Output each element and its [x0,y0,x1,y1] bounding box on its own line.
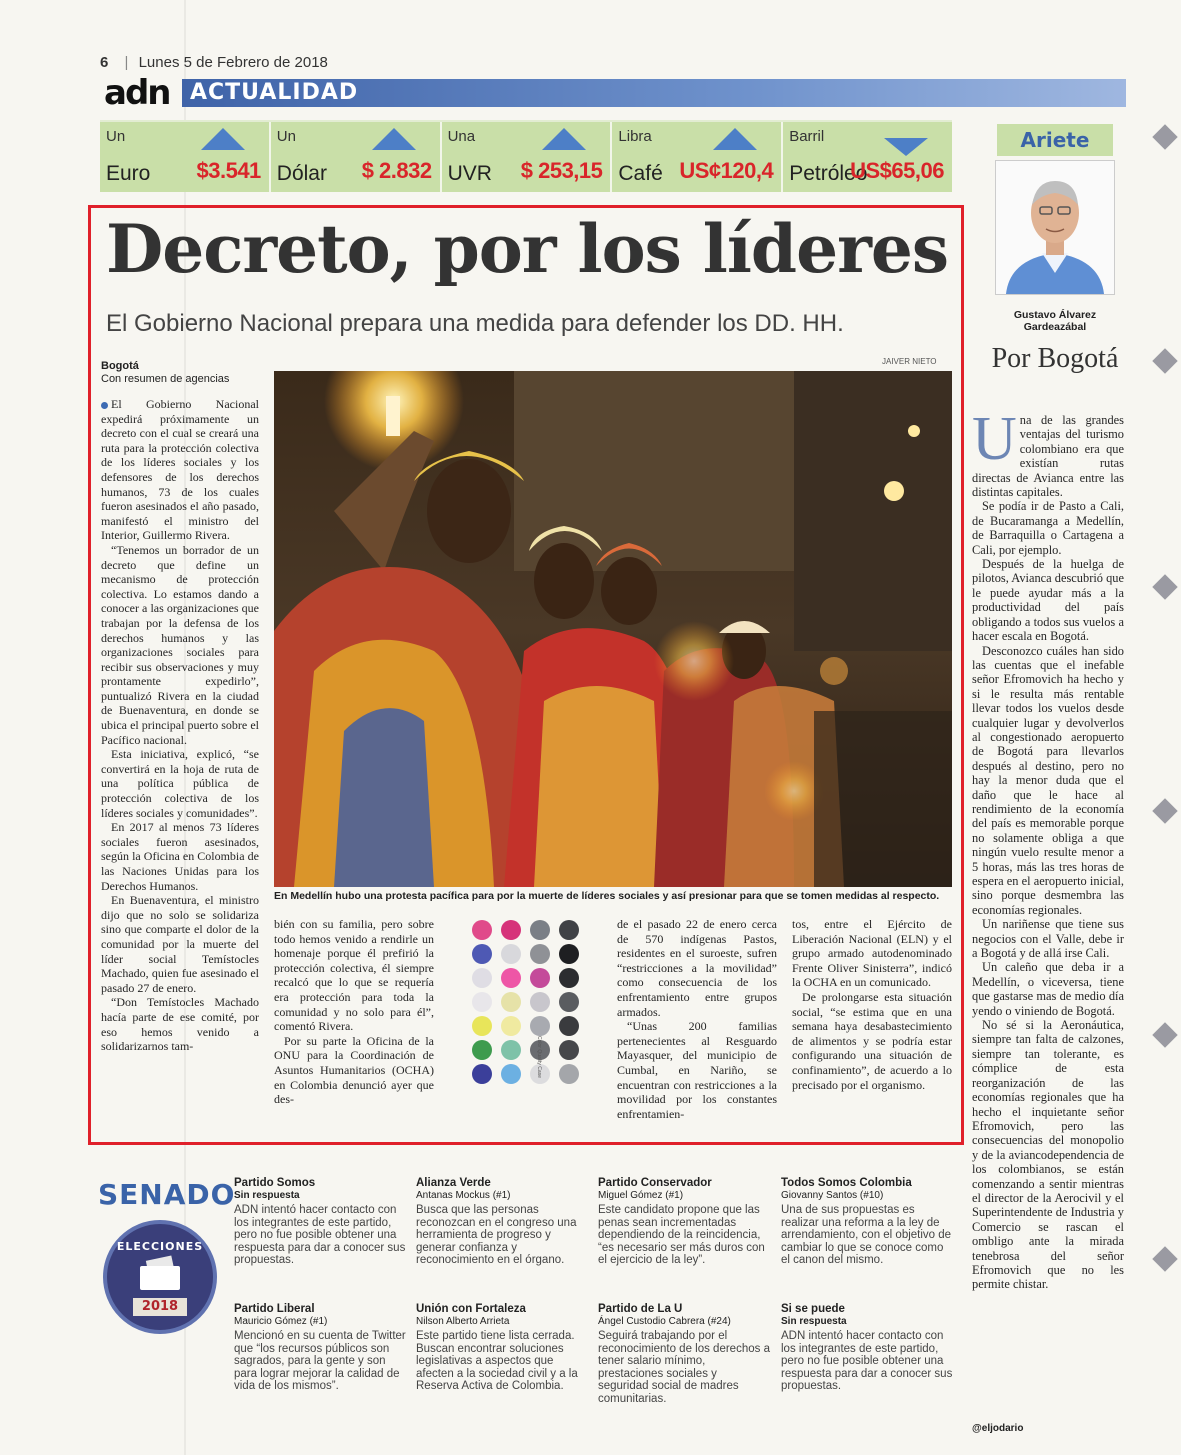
party-candidate: Ángel Custodio Cabrera (#24) [598,1316,731,1327]
calibration-dot [472,1040,492,1060]
section-tab: ACTUALIDAD [182,79,1126,107]
ticker-value: US$65,06 [850,158,944,183]
party-text: ADN intentó hacer contacto con los integrantes de este partido, pero no fue posible obtener una respuesta para dar a conocer sus propuestas. [781,1330,953,1393]
column-title: Por Bogotá [991,343,1119,374]
ballot-box-icon [140,1266,180,1290]
calibration-dots [470,918,582,1086]
elections-badge [103,1220,217,1334]
party-candidate: Antanas Mockus (#1) [416,1190,511,1201]
calibration-dot [559,920,579,940]
calibration-dot [559,944,579,964]
binding-mark-icon [1152,574,1177,599]
calibration-dot [472,968,492,988]
party-name: Partido Liberal [234,1303,315,1315]
ticker-label-bottom: Petróleo [789,162,868,185]
adn-logo: adn [104,73,170,113]
article-paragraph [101,397,259,543]
party-candidate: Sin respuesta [234,1190,300,1201]
party-text: ADN intentó hacer contacto con los integrantes de este partido, pero no fue posible obtener una respuesta para dar a conocer sus propuestas. [234,1204,406,1267]
trend-up-icon [542,128,586,150]
ticker-cafe [612,122,783,192]
column-paragraph: Un caleño que deba ir a Medellín, o viceversa, tiene que gastarse mas de medio día yendo o viniendo de Bogotá. [972,960,1124,1018]
binding-mark-icon [1152,124,1177,149]
calibration-dot [559,1040,579,1060]
trend-up-icon [201,128,245,150]
column-paragraph: Se podía ir de Pasto a Cali, de Bucaramanga a Medellín, de Barraquilla o Cartagena a Cali, por ejemplo. [972,499,1124,557]
ticker-uvr [442,122,613,192]
column-paragraph [972,413,1124,499]
article-column-1 [101,397,259,1131]
binding-mark-icon [1152,1022,1177,1047]
protest-photo-illustration [274,371,952,887]
ticker-value: $3.541 [196,158,261,183]
paragraph-text: El Gobierno Nacional expedirá próximamente un decreto con el cual se creará una ruta para la protección colectiva de los líderes sociales y los defensores de los derechos humanos, 73 de los cuales fueron asesinados el año pasado, manifestó el ministro del Interior, Guillermo Rivera. [101,397,259,543]
byline-source: Con resumen de agencias [101,373,230,385]
page-header: 6 | Lunes 5 de Febrero de 2018 [100,54,328,71]
party-block [781,1303,953,1393]
trend-up-icon [372,128,416,150]
byline [101,360,229,386]
article-paragraph: bién con su familia, pero sobre todo hemos venido a rendirle un homenaje porque él prefirió la protección colectiva, él siempre recalcó que lo que se requería era protección para toda la comunidad y no solo para él”, comentó Rivera. [274,917,434,1034]
article-column-4 [792,917,952,1131]
ticker-label-top: Barril [789,128,825,145]
ticker-petroleo [783,122,952,192]
trend-down-icon [884,138,928,156]
ticker-label-bottom: Euro [106,162,151,185]
party-block [234,1177,406,1267]
binding-mark-icon [1152,798,1177,823]
calibration-dot [501,1040,521,1060]
ticker-label-bottom: Café [618,162,663,185]
calibration-dot [559,968,579,988]
page-number: 6 [100,54,109,71]
calibration-dot [472,1016,492,1036]
party-name: Partido Conservador [598,1177,712,1189]
brand-bar [104,73,1126,113]
bullet-icon [101,402,108,409]
color-calibration-strip [470,918,582,1086]
article-paragraph: de el pasado 22 de enero cerca de 570 indígenas Pastos, residentes en el suroeste, sufren “restricciones a la movilidad” como consecuencia de los enfrentamiento entre grupos armados. [617,917,777,1019]
binding-mark-icon [1152,348,1177,373]
party-candidate: Miguel Gómez (#1) [598,1190,684,1201]
party-candidate: Sin respuesta [781,1316,847,1327]
party-candidate: Mauricio Gómez (#1) [234,1316,328,1327]
calibration-dot [530,968,550,988]
party-candidate: Nilson Alberto Arrieta [416,1316,510,1327]
ticker-value: $ 253,15 [520,158,603,183]
party-name: Alianza Verde [416,1177,491,1189]
market-ticker [100,120,952,192]
article-paragraph: De prolongarse esta situación social, “se estima que en una semana haya desabastecimiento de alimentos y se podría estar configurando una situación de confinamiento”, de acuerdo a lo precisado por el organismo. [792,989,952,1092]
party-name: Unión con Fortaleza [416,1303,526,1315]
opinion-column-body [972,413,1124,1421]
article-paragraph: “Don Temístocles Machado hacía parte de ese comité, por eso hemos venido a solidarizarnos tam- [101,995,259,1054]
dropcap: U [972,413,1017,473]
paragraph-text: na de las grandes ventajas del turismo colombiano era que existían rutas directas de Avianca entre las distintas capitales. [972,413,1124,500]
calibration-dot [472,944,492,964]
party-name: Partido de La U [598,1303,683,1315]
column-paragraph: Desconozco cuáles han sido las cuentas que el inefable señor Efromovich ha hecho y si le resulta más rentable llevar todos los vuelos desde cualquier lugar y devolverlos al congestionado aeropuerto de Bogotá para llevarlos después al destino, pero no hay la menor duda que el daño que le hace al rendimiento de la economía del país es memorable porque no solamente obliga a que ningún vuelo resulte menor a 5 horas, más las tres horas de espera en el aeropuerto inicial, sino porque desmembra las economías regionales. [972,643,1124,917]
badge-label: ELECCIONES [116,1240,204,1253]
party-text: Una de sus propuestas es realizar una reforma a la ley de arrendamiento, con el objetivo de cambiar lo que se conoce como el canon del mismo. [781,1204,952,1267]
senado-title: SENADO [98,1178,236,1211]
ticker-dolar [271,122,442,192]
article-paragraph: “Unas 200 familias pertenecientes al Resguardo Mayasquer, del municipio de Cumbal, en Nariño, se encuentran con restricciones a la movilidad por los constantes enfrentamien- [617,1019,777,1121]
calibration-dot [559,1016,579,1036]
party-text: Este partido tiene lista cerrada. Buscan encontrar soluciones legislativas a aspectos que afecten a la sociedad civil y a la Reserva Activa de Colombia. [416,1330,578,1393]
author-handle: @eljodario [972,1423,1024,1434]
author-portrait [996,161,1114,294]
party-block [598,1303,770,1406]
article-paragraph: “Tenemos un borrador de un decreto que define un mecanismo de protección colectiva. Lo estamos dando a conocer a las organizaciones que trabajan por la defensa de los derechos humanos y las organizaciones sociales para recibir sus observaciones y muy prontamente expedirlo”, puntualizó Rivera en la ciudad de Buenaventura, en donde se ubica el principal puerto sobre el Pacífico nacional. [101,542,259,747]
ticker-label-top: Un [106,128,126,145]
photo-caption: En Medellín hubo una protesta pacífica para por la muerte de líderes sociales y así presionar para que se tomen medidas al respecto. [274,890,940,902]
ticker-value: US¢120,4 [679,158,774,183]
badge-year: 2018 [133,1298,187,1316]
party-block [234,1303,406,1393]
party-block [416,1177,588,1267]
ticker-label-top: Un [276,128,296,145]
party-block [598,1177,770,1267]
party-text: Este candidato propone que las penas sean incrementadas dependiendo de la reincidencia, “es necesario ser más duros con el ejercicio de la ley”. [598,1204,765,1267]
author-photo [995,160,1115,295]
story-headline: Decreto, por los líderes [106,210,948,288]
article-paragraph: tos, entre el Ejército de Liberación Nacional (ELN) y el grupo armado autodenominado Frente Oliver Sinisterra”, indicó la OCHA en un comunicado. [792,917,952,990]
ticker-label-top: Libra [618,128,652,145]
calibration-dot [501,944,521,964]
column-tag: Ariete [997,124,1113,156]
article-paragraph: Esta iniciativa, explicó, “se convertirá en la hoja de ruta de una política pública de protección colectiva de los líderes sociales y comunidades”. [101,747,259,820]
party-name: Si se puede [781,1303,845,1315]
column-paragraph: Después de la huelga de pilotos, Avianca descubrió que le puede ayudar más a la productividad del país obligando a todos sus vuelos a hacer escala en Bogotá. [972,557,1124,644]
ticker-label-top: Una [447,128,476,145]
calibration-dot [501,1064,521,1084]
calibration-dot [530,920,550,940]
calibration-label: Color Quality Case [536,1036,542,1078]
party-text: Mencionó en su cuenta de Twitter que “los recursos públicos son sagrados, para la gente y son para lograr mejorar la calidad de vida de los mismos”. [234,1330,406,1393]
calibration-dot [501,1016,521,1036]
calibration-dot [472,1064,492,1084]
party-name: Partido Somos [234,1177,316,1189]
story-subhead: El Gobierno Nacional prepara una medida para defender los DD. HH. [106,310,844,337]
article-paragraph: En 2017 al menos 73 líderes sociales fueron asesinados, según la Oficina en Colombia de las Naciones Unidas para los Derechos Humanos. [101,820,259,893]
calibration-dot [501,920,521,940]
party-name: Todos Somos Colombia [781,1177,912,1189]
party-block [781,1177,953,1267]
article-paragraph: En Buenaventura, el ministro dijo que no solo se solidariza sino que comparte el dolor de la comunidad por la muerte del líder social Temístocles Machado, quien fue asesinado el pasado 27 de enero. [101,893,259,995]
binding-mark-icon [1152,1246,1177,1271]
party-text: Seguirá trabajando por el reconocimiento de los derechos a tener salario mínimo, prestaciones sociales y seguridad social de madres comunitarias. [598,1330,770,1405]
ticker-value: $ 2.832 [361,158,432,183]
page-date: Lunes 5 de Febrero de 2018 [138,54,328,71]
calibration-dot [472,920,492,940]
calibration-dot [530,1016,550,1036]
byline-city: Bogotá [101,360,139,372]
ticker-euro [100,122,271,192]
calibration-dot [472,992,492,1012]
party-candidate: Giovanny Santos (#10) [781,1190,884,1201]
trend-up-icon [713,128,757,150]
ticker-label-bottom: Dólar [276,162,327,185]
article-paragraph: Por su parte la Oficina de la ONU para la Coordinación de Asuntos Humanitarios (OCHA) en Colombia denunció ayer que des- [274,1033,434,1107]
party-block [416,1303,588,1393]
calibration-dot [559,992,579,1012]
ticker-label-bottom: UVR [447,162,492,185]
calibration-dot [501,992,521,1012]
calibration-dot [501,968,521,988]
column-paragraph: No sé si la Aeronáutica, siempre tan falta de calzones, siempre tan tolerante, es cómplice de esta reorganización de las economías regionales que ha hecho el inquietante señor Efromovich, pero las consecuencias del monopolio y de la aviancodependencia de los colombianos, se están comenzando a sentir mientras el director de la Aerocivil y el Superintendente de Industria y Comercio se rascan el ombligo ante la mirada tenebrosa del señor Efromovich que no les permite chistar. [972,1018,1124,1292]
calibration-dot [559,1064,579,1084]
protest-photo [274,371,952,887]
article-column-3 [617,917,777,1131]
calibration-dot [530,944,550,964]
party-text: Busca que las personas reconozcan en el congreso una herramienta de progreso y generar confianza y reconocimiento en el órgano. [416,1204,577,1267]
column-paragraph: Un nariñense que tiene sus negocios con el Valle, debe ir a Bogotá y de allá irse Cali. [972,917,1124,961]
calibration-dot [530,992,550,1012]
author-name: Gustavo Álvarez Gardeazábal [1013,309,1097,333]
article-column-2 [274,917,434,1131]
photo-credit: JAIVER NIETO [882,357,937,366]
